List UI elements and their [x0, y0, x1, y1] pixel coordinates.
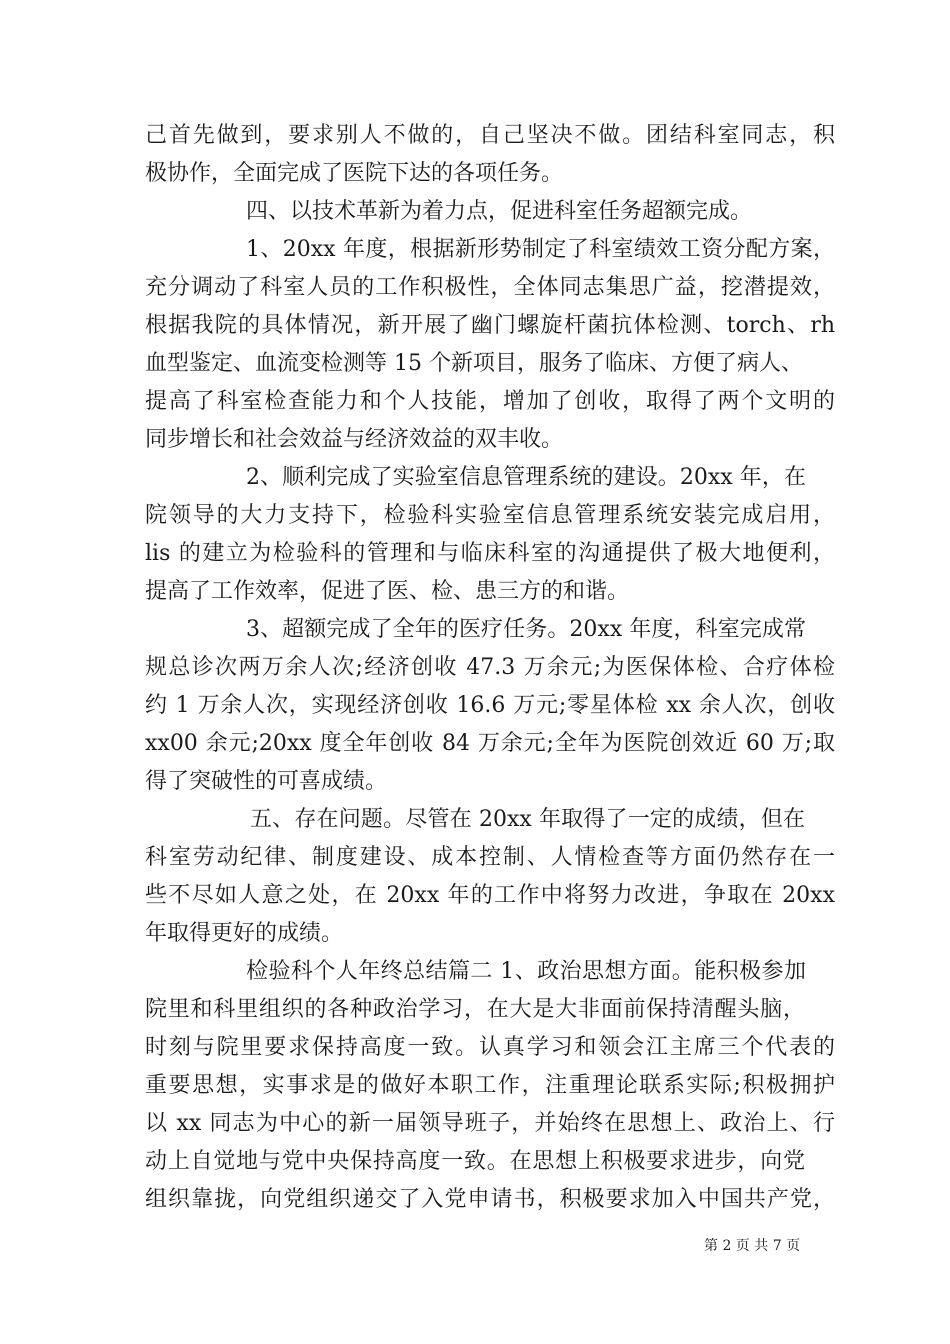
text-line: 以 xx 同志为中心的新一届领导班子，并始终在思想上、政治上、行: [145, 1111, 835, 1136]
text-line: 时刻与院里要求保持高度一致。认真学习和领会江主席三个代表的: [145, 1035, 835, 1060]
text-line: 动上自觉地与党中央保持高度一致。在思想上积极要求进步，向党: [145, 1149, 805, 1174]
text-line: 己首先做到，要求别人不做的，自己坚决不做。团结科室同志，积: [145, 123, 835, 148]
text-line: 科室劳动纪律、制度建设、成本控制、人情检查等方面仍然存在一: [145, 845, 835, 870]
text-line: 组织靠拢，向党组织递交了入党申请书，积极要求加入中国共产党，: [145, 1187, 835, 1212]
page-number-footer: 第 2 页 共 7 页: [704, 1238, 801, 1254]
text-line: 根据我院的具体情况，新开展了幽门螺旋杆菌抗体检测、torch、rh: [145, 313, 835, 338]
text-line: 2、顺利完成了实验室信息管理系统的建设。20xx 年，在: [246, 465, 806, 490]
text-line: 提高了科室检查能力和个人技能，增加了创收，取得了两个文明的: [145, 389, 835, 414]
text-line: 得了突破性的可喜成绩。: [145, 769, 388, 794]
text-line: 约 1 万余人次，实现经济创收 16.6 万元;零星体检 xx 余人次，创收: [145, 693, 835, 718]
text-line: 同步增长和社会效益与经济效益的双丰收。: [145, 427, 564, 452]
text-line: 院里和科里组织的各种政治学习，在大是大非面前保持清醒头脑，: [145, 997, 805, 1022]
text-line: lis 的建立为检验科的管理和与临床科室的沟通提供了极大地便利，: [145, 541, 835, 566]
text-line: 充分调动了科室人员的工作积极性，全体同志集思广益，挖潜提效，: [145, 275, 835, 300]
text-line: 年取得更好的成绩。: [145, 921, 344, 946]
section-heading: 四、以技术革新为着力点，促进科室任务超额完成。: [246, 199, 753, 224]
text-line: xx00 余元;20xx 度全年创收 84 万余元;全年为医院创效近 60 万;取: [145, 731, 835, 756]
text-line: 3、超额完成了全年的医疗任务。20xx 年度，科室完成常: [246, 617, 806, 642]
text-line: 血型鉴定、血流变检测等 15 个新项目，服务了临床、方便了病人、: [145, 351, 803, 376]
text-line: 极协作，全面完成了医院下达的各项任务。: [145, 161, 564, 186]
text-line: 1、20xx 年度，根据新形势制定了科室绩效工资分配方案，: [246, 237, 835, 262]
text-line: 重要思想，实事求是的做好本职工作，注重理论联系实际;积极拥护: [145, 1073, 835, 1098]
text-line: 院领导的大力支持下，检验科实验室信息管理系统安装完成启用，: [145, 503, 835, 528]
text-line: 规总诊次两万余人次;经济创收 47.3 万余元;为医保体检、合疗体检: [145, 655, 836, 680]
text-line: 些不尽如人意之处，在 20xx 年的工作中将努力改进，争取在 20xx: [145, 883, 835, 908]
text-line: 提高了工作效率，促进了医、检、患三方的和谐。: [145, 579, 630, 604]
text-line: 检验科个人年终总结篇二 1、政治思想方面。能积极参加: [246, 959, 806, 984]
text-line: 五、存在问题。尽管在 20xx 年取得了一定的成绩，但在: [250, 807, 805, 832]
